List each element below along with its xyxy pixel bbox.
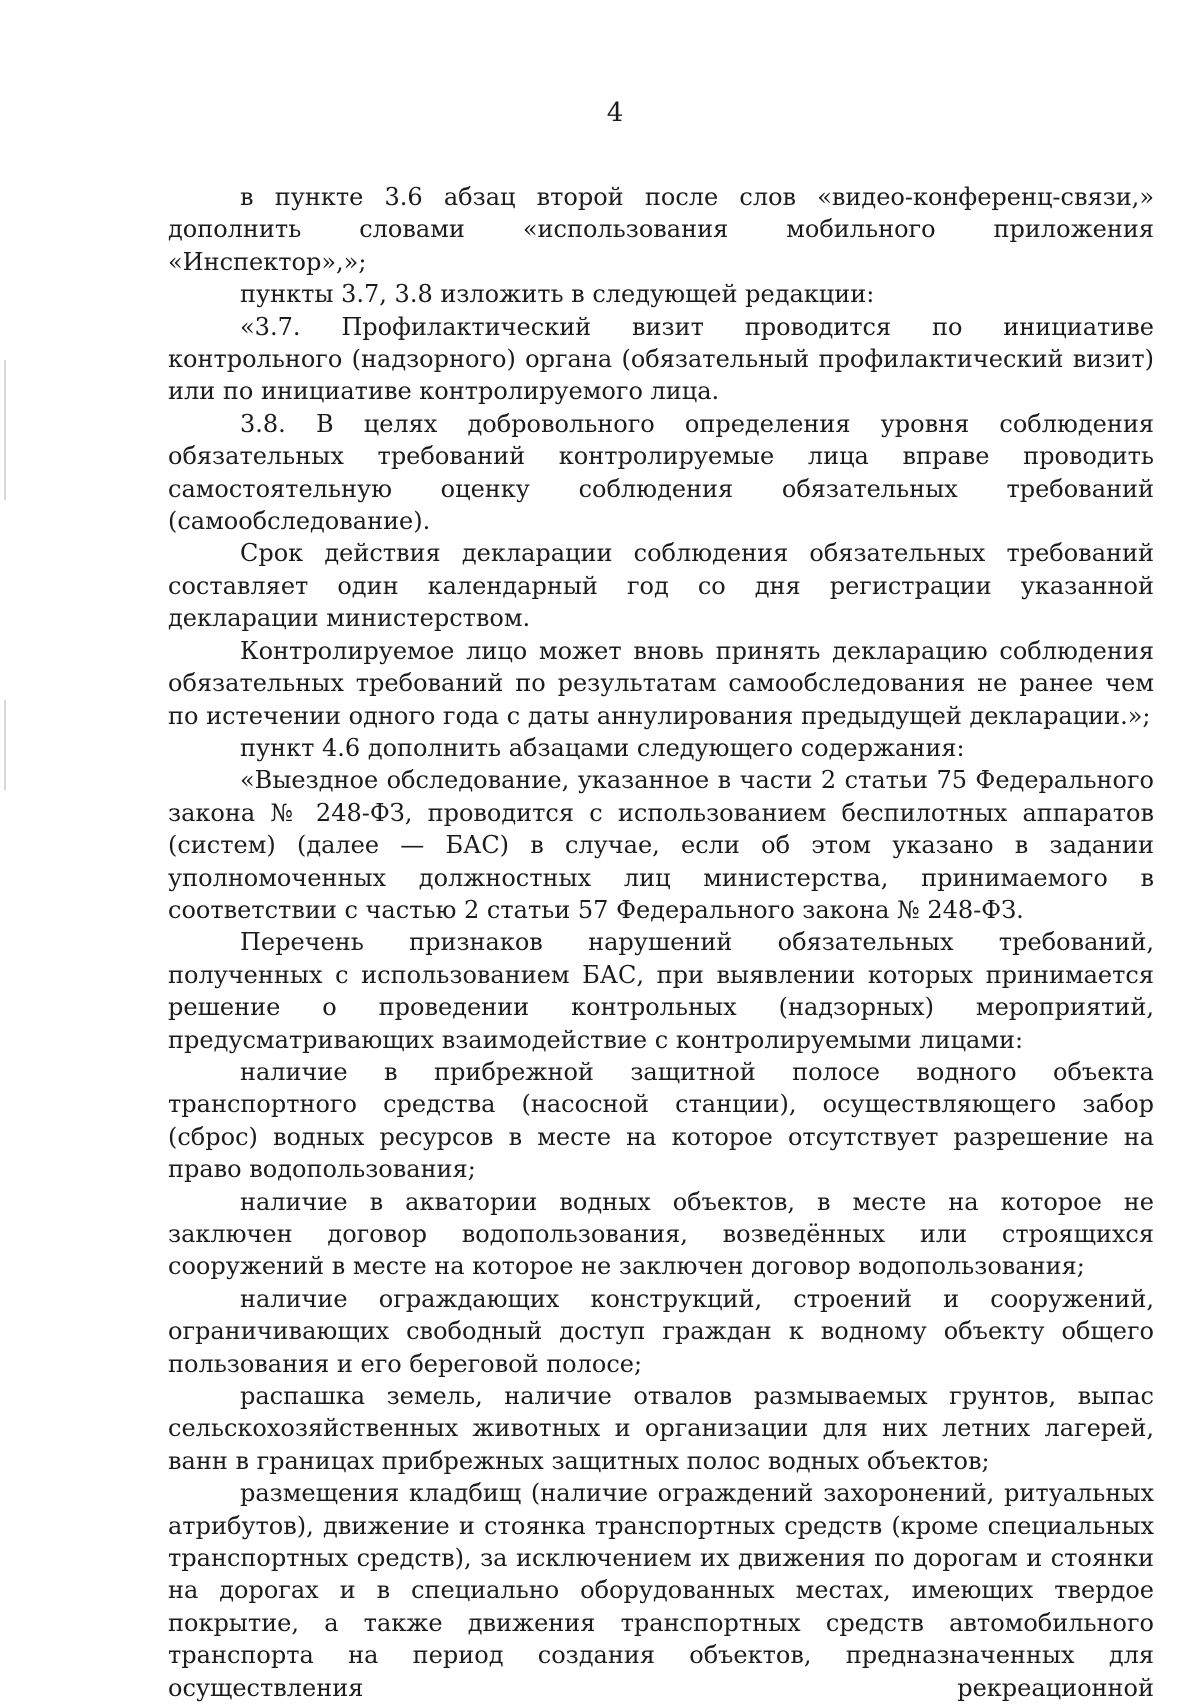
document-body bbox=[168, 181, 1154, 1704]
paragraph: размещения кладбищ (наличие ограждений захоронений, ритуальных атрибутов), движение и стоянка транспортных средств (кроме специальных транспортных средств), за исключением их движения по дорогам и стоянки на дорогах и в специально оборудованных местах, имеющих твердое покрытие, а также движения транспортных средств автомобильного транспорта на период создания объектов, предназначенных для осуществления рекреационной bbox=[168, 1479, 1154, 1702]
paragraph: наличие ограждающих конструкций, строений и сооружений, ограничивающих свободный доступ граждан к водному объекту общего пользования и его береговой полосе; bbox=[168, 1284, 1154, 1378]
scan-edge-mark bbox=[4, 700, 6, 790]
paragraph: «Выездное обследование, указанное в части 2 статьи 75 Федерального закона № 248-ФЗ, проводится с использованием беспилотных аппаратов (систем) (далее — БАС) в случае, если об этом указано в задании уполномоченных должностных лиц министерства, принимаемого в соответствии с частью 2 статьи 57 Федерального закона № 248-ФЗ. bbox=[168, 766, 1154, 924]
paragraph: Срок действия декларации соблюдения обязательных требований составляет один календарный год со дня регистрации указанной декларации министерством. bbox=[168, 539, 1154, 633]
paragraph: пункт 4.6 дополнить абзацами следующего содержания: bbox=[240, 733, 965, 762]
paragraph: пункты 3.7, 3.8 изложить в следующей редакции: bbox=[240, 280, 875, 309]
page-number: 4 bbox=[606, 98, 624, 128]
paragraph: 3.8. В целях добровольного определения уровня соблюдения обязательных требований контролируемые лица вправе проводить самостоятельную оценку соблюдения обязательных требований (самообследование). bbox=[168, 409, 1154, 536]
paragraph: наличие в прибрежной защитной полосе водного объекта транспортного средства (насосной станции), осуществляющего забор (сброс) водных ресурсов в месте на которое отсутствует разрешение на право водопользования; bbox=[168, 1057, 1154, 1184]
paragraph: наличие в акватории водных объектов, в месте на которое не заключен договор водопользования, возведённых или строящихся сооружений в месте на которое не заключен договор водопользования; bbox=[168, 1187, 1154, 1281]
paragraph: в пункте 3.6 абзац второй после слов «видео-конференц-связи,» дополнить словами «использования мобильного приложения «Инспектор»,»; bbox=[168, 183, 1154, 276]
paragraph: Контролируемое лицо может вновь принять декларацию соблюдения обязательных требований по результатам самообследования не ранее чем по истечении одного года с даты аннулирования предыдущей декларации.»; bbox=[168, 636, 1154, 730]
paragraph: Перечень признаков нарушений обязательных требований, полученных с использованием БАС, при выявлении которых принимается решение о проведении контрольных (надзорных) мероприятий, предусматривающих взаимодействие с контролируемыми лицами: bbox=[168, 928, 1154, 1054]
scan-edge-mark bbox=[4, 360, 6, 500]
paragraph: распашка земель, наличие отвалов размываемых грунтов, выпас сельскохозяйственных животных и организации для них летних лагерей, ванн в границах прибрежных защитных полос водных объектов; bbox=[168, 1382, 1154, 1475]
paragraph: «3.7. Профилактический визит проводится по инициативе контрольного (надзорного) органа (обязательный профилактический визит) или по инициативе контролируемого лица. bbox=[168, 312, 1154, 406]
